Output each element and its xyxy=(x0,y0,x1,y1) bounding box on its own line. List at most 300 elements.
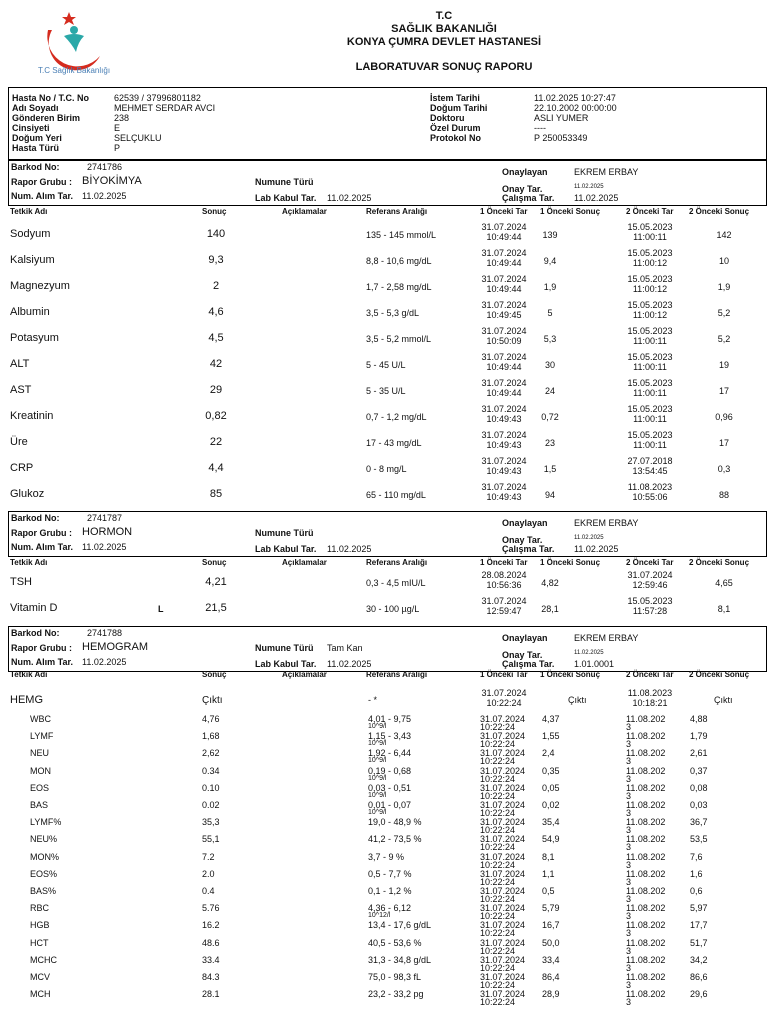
reference-unit: 10^9/l xyxy=(368,740,387,748)
prev1-date-time: 10:22:24 xyxy=(480,859,516,869)
prev2-date-day: 31.07.2024 xyxy=(627,570,673,580)
prev1-date-day: 31.07.2024 xyxy=(481,456,527,466)
lab-accept-value: 11.02.2025 xyxy=(327,193,372,203)
prev1-date-day: 31.07.2024 xyxy=(481,688,527,698)
prev1-date-day: 31.07.2024 xyxy=(480,903,526,914)
prev1-date-day: 31.07.2024 xyxy=(481,300,527,310)
reference-range-value: 0,1 - 1,2 % xyxy=(368,886,412,896)
prev2-date xyxy=(620,688,680,708)
reference-range: 1,7 - 2,58 mg/dL xyxy=(366,282,432,292)
reference-range xyxy=(368,886,412,903)
test-name: EOS xyxy=(30,782,50,793)
barkod-label: Barkod No: xyxy=(11,162,60,172)
reference-range xyxy=(368,869,412,886)
prev1-date-time: 10:22:24 xyxy=(480,756,516,766)
prev2-date-time: 11:00:11 xyxy=(633,232,667,242)
prev2-date-day: 15.05.2023 xyxy=(627,404,673,414)
prev2-date-line2: 3 xyxy=(626,962,632,972)
prev2-date-line1: 11.08.202 xyxy=(626,834,666,845)
column-header-prev1-date: 1 Önceki Tar xyxy=(480,670,528,679)
reference-range: - * xyxy=(368,695,377,705)
prev2-date-line2: 3 xyxy=(626,859,632,869)
approval-date-label: Onay Tar. xyxy=(502,650,543,660)
prev1-date-day: 31.07.2024 xyxy=(481,482,527,492)
prev2-date-time: 11:00:12 xyxy=(632,310,668,320)
test-result: 4,21 xyxy=(205,576,227,588)
prev1-date xyxy=(474,378,534,398)
prev2-result: 1,79 xyxy=(690,731,708,742)
prev2-result: 51,7 xyxy=(690,937,708,948)
prev2-date xyxy=(620,222,680,242)
prev2-date xyxy=(620,404,680,424)
prev1-result: 50,0 xyxy=(542,937,560,948)
prev2-date xyxy=(626,783,665,800)
reference-range: 65 - 110 mg/dL xyxy=(366,490,426,500)
prev2-result: 34,2 xyxy=(690,954,708,965)
prev2-date-line2: 3 xyxy=(626,825,632,835)
test-name: HGB xyxy=(30,920,50,931)
test-name: EOS% xyxy=(30,868,58,879)
reference-range xyxy=(368,748,411,765)
reference-range xyxy=(368,972,421,989)
prev1-date xyxy=(480,766,525,783)
prev1-date-day: 31.07.2024 xyxy=(480,714,526,724)
prev2-result: 0,03 xyxy=(690,800,708,810)
prev1-date-day: 31.07.2024 xyxy=(480,920,526,931)
reference-range-value: 19,0 - 48,9 % xyxy=(368,817,422,828)
test-name: RBC xyxy=(30,903,50,914)
test-result: 0.02 xyxy=(202,800,220,810)
lab-accept-value: 11.02.2025 xyxy=(327,544,372,554)
column-header-result: Sonuç xyxy=(202,670,227,679)
prev2-result: 7,6 xyxy=(690,851,703,862)
patient-field-label: Özel Durum xyxy=(430,123,481,133)
prev2-date xyxy=(620,326,680,346)
prev2-date-line2: 3 xyxy=(626,997,632,1007)
column-header-prev2-date: 2 Önceki Tar xyxy=(626,558,674,567)
reference-range-value: 0,03 - 0,51 xyxy=(368,782,412,793)
prev1-date xyxy=(474,456,534,476)
prev1-date-day: 31.07.2024 xyxy=(481,248,527,258)
prev1-date-time: 10:22:24 xyxy=(486,698,522,708)
test-name: CRP xyxy=(10,462,34,474)
patient-field-value: ASLI YUMER xyxy=(534,113,589,123)
test-result: 0.34 xyxy=(202,765,220,776)
sample-type-label: Numune Türü xyxy=(255,643,314,653)
prev1-date-day: 28.08.2024 xyxy=(481,570,527,580)
prev2-date-line1: 11.08.202 xyxy=(626,989,666,1000)
reference-unit: 10^9/l xyxy=(368,723,387,730)
reference-range-value: 0,01 - 0,07 xyxy=(368,800,412,810)
prev1-result: 0,05 xyxy=(542,782,560,793)
prev2-date-time: 10:55:06 xyxy=(632,492,668,502)
prev1-result: 24 xyxy=(544,386,555,396)
reference-unit: 10^9/l xyxy=(368,791,387,799)
prev1-date-time: 10:22:24 xyxy=(480,911,516,921)
prev2-date-day: 27.07.2018 xyxy=(627,456,673,466)
prev2-date-time: 11:00:12 xyxy=(632,258,668,268)
test-name: BAS xyxy=(30,800,49,810)
prev2-date-line1: 11.08.202 xyxy=(626,731,666,742)
reference-range xyxy=(368,714,411,731)
test-result: 0,82 xyxy=(205,410,227,422)
reference-range: 0,3 - 4,5 mIU/L xyxy=(366,578,426,588)
reference-range-value: 3,7 - 9 % xyxy=(368,851,405,862)
prev1-date-time: 10:22:24 xyxy=(480,997,516,1007)
prev2-date xyxy=(626,955,665,972)
prev1-result: 4,37 xyxy=(542,714,560,724)
work-date-label: Çalışma Tar. xyxy=(502,193,555,203)
reference-range: 3,5 - 5,3 g/dL xyxy=(366,308,420,318)
test-name: LYMF xyxy=(30,731,54,742)
prev1-date xyxy=(480,748,525,765)
column-header-prev2-date: 2 Önceki Tar xyxy=(626,670,674,679)
prev1-result: 5,3 xyxy=(543,334,557,344)
reference-range-value: 41,2 - 73,5 % xyxy=(368,834,422,845)
header-line2: SAĞLIK BAKANLIĞI xyxy=(391,23,497,35)
prev1-date xyxy=(474,222,534,242)
reference-range xyxy=(368,817,422,834)
prev2-date-day: 15.05.2023 xyxy=(627,430,673,440)
test-name: WBC xyxy=(30,714,51,724)
prev1-result: 30 xyxy=(544,360,555,370)
prev2-date-time: 11:00:11 xyxy=(633,414,667,424)
prev1-result: 5 xyxy=(547,308,553,318)
prev1-date-time: 10:22:24 xyxy=(480,945,516,955)
prev2-result: 0,37 xyxy=(690,765,708,776)
test-name: Kalsiyum xyxy=(10,254,55,266)
prev2-date-day: 15.05.2023 xyxy=(627,274,673,284)
prev2-result: 53,5 xyxy=(690,834,708,845)
report-group-value: HEMOGRAM xyxy=(82,641,148,653)
prev2-date-line1: 11.08.202 xyxy=(626,800,666,810)
test-result: 0.10 xyxy=(202,782,220,793)
reference-range: 5 - 35 U/L xyxy=(366,386,406,396)
approval-date-value: 11.02.2025 xyxy=(574,535,604,541)
prev2-date-line1: 11.08.202 xyxy=(626,748,666,759)
patient-field-value: 22.10.2002 00:00:00 xyxy=(534,103,617,113)
prev2-date-line1: 11.08.202 xyxy=(626,765,666,776)
reference-range xyxy=(368,989,424,1006)
test-name: NEU% xyxy=(30,834,58,845)
lab-accept-label: Lab Kabul Tar. xyxy=(255,544,317,554)
prev2-date xyxy=(626,869,665,886)
prev2-date-line2: 3 xyxy=(626,911,632,921)
prev2-date-line2: 3 xyxy=(626,894,632,903)
reference-unit: 10^9/l xyxy=(368,809,387,816)
prev1-result: 23 xyxy=(544,438,555,448)
sample-date-label: Num. Alım Tar. xyxy=(11,191,74,201)
prev2-date-line2: 3 xyxy=(626,756,632,766)
prev2-date-line1: 11.08.202 xyxy=(626,954,666,965)
prev1-date xyxy=(480,903,525,920)
prev2-date-line2: 3 xyxy=(626,842,632,852)
patient-field-label: Adı Soyadı xyxy=(12,103,59,113)
prev1-date-time: 10:22:24 xyxy=(480,894,516,903)
test-name: BAS% xyxy=(30,886,57,896)
prev1-date-day: 31.07.2024 xyxy=(480,765,526,776)
prev1-date-day: 31.07.2024 xyxy=(480,800,526,810)
test-name: MCHC xyxy=(30,954,57,965)
reference-range: 8,8 - 10,6 mg/dL xyxy=(366,256,432,266)
prev1-date-time: 10:49:43 xyxy=(486,492,522,502)
barkod-value: 2741788 xyxy=(87,628,123,638)
test-name: Albumin xyxy=(10,306,50,318)
test-name: NEU xyxy=(30,748,50,759)
prev2-date xyxy=(626,989,665,1006)
patient-field-label: Cinsiyeti xyxy=(12,123,50,133)
work-date-value: 11.02.2025 xyxy=(574,544,619,554)
prev1-date-day: 31.07.2024 xyxy=(481,274,527,284)
prev1-result: 0,5 xyxy=(542,886,555,896)
prev2-date-line1: 11.08.202 xyxy=(626,851,666,862)
prev2-result: 8,1 xyxy=(717,604,731,614)
column-header-prev2-date: 2 Önceki Tar xyxy=(626,207,674,216)
reference-unit: 10^9/l xyxy=(368,774,387,782)
reference-range: 0,7 - 1,2 mg/dL xyxy=(366,412,427,422)
test-result: 1,68 xyxy=(202,731,220,742)
test-result: 9,3 xyxy=(208,254,224,266)
test-result: 2 xyxy=(212,280,220,292)
reference-range-value: 1,92 - 6,44 xyxy=(368,748,412,759)
prev2-result: 4,65 xyxy=(715,578,733,588)
prev1-date xyxy=(480,817,525,834)
test-name: Magnezyum xyxy=(10,280,70,292)
prev2-date-time: 10:18:21 xyxy=(632,698,668,708)
prev1-date-time: 10:49:43 xyxy=(486,414,522,424)
prev2-result: 4,88 xyxy=(690,714,708,724)
prev2-date xyxy=(626,920,665,937)
prev2-date-line2: 3 xyxy=(626,876,632,886)
column-header-prev1-result: 1 Önceki Sonuç xyxy=(540,207,601,216)
prev1-date-time: 10:49:44 xyxy=(486,284,522,294)
prev2-date xyxy=(620,482,680,502)
prev1-date xyxy=(474,248,534,268)
reference-range-value: 1,15 - 3,43 xyxy=(368,731,412,742)
reference-range-value: 0,5 - 7,7 % xyxy=(368,868,412,879)
prev1-result: 8,1 xyxy=(542,851,555,862)
prev2-date-line2: 3 xyxy=(626,928,632,938)
test-result: 4,6 xyxy=(208,306,224,318)
test-result: 85 xyxy=(209,488,223,500)
lab-accept-label: Lab Kabul Tar. xyxy=(255,659,317,669)
reference-range-value: 23,2 - 33,2 pg xyxy=(368,989,424,1000)
prev1-date-day: 31.07.2024 xyxy=(480,954,526,965)
prev1-date-day: 31.07.2024 xyxy=(481,430,527,440)
approval-date-label: Onay Tar. xyxy=(502,535,543,545)
prev2-result: 17 xyxy=(718,386,729,396)
test-result: 28.1 xyxy=(202,989,220,1000)
test-result: 55,1 xyxy=(202,834,220,845)
sample-date-value: 11.02.2025 xyxy=(82,191,127,201)
test-name: Vitamin D xyxy=(10,602,58,614)
prev2-date xyxy=(620,430,680,450)
prev2-result: 17,7 xyxy=(690,920,708,931)
prev2-date-day: 11.08.2023 xyxy=(627,688,673,698)
test-name: MON% xyxy=(30,851,59,862)
prev1-date-time: 10:22:24 xyxy=(480,962,516,972)
prev2-date xyxy=(626,938,665,955)
prev1-result: 16,7 xyxy=(542,920,560,931)
prev2-date xyxy=(620,352,680,372)
prev2-date xyxy=(626,886,665,903)
test-name: Glukoz xyxy=(10,488,45,500)
patient-field-value: 62539 / 37996801182 xyxy=(114,93,201,103)
test-result: 2,62 xyxy=(202,748,220,759)
prev2-result: 0,6 xyxy=(690,886,703,896)
report-group-label: Rapor Grubu : xyxy=(11,528,72,538)
prev1-date-time: 10:22:24 xyxy=(480,739,516,749)
prev2-date-line2: 3 xyxy=(626,739,632,749)
prev2-date-line1: 11.08.202 xyxy=(626,817,666,828)
approver-value: EKREM ERBAY xyxy=(574,518,639,528)
reference-range-value: 4,01 - 9,75 xyxy=(368,714,412,724)
prev2-date xyxy=(626,748,665,765)
prev1-date xyxy=(474,352,534,372)
prev1-date-time: 10:22:24 xyxy=(480,808,516,817)
prev1-result: 1,5 xyxy=(543,464,557,474)
patient-field-label: Protokol No xyxy=(430,133,481,143)
prev1-result: 2,4 xyxy=(542,748,555,759)
column-header-ref: Referans Aralığı xyxy=(366,558,428,567)
prev2-date-line1: 11.08.202 xyxy=(626,714,666,724)
prev1-date xyxy=(480,955,525,972)
prev2-date xyxy=(620,570,680,590)
prev2-date xyxy=(620,596,680,616)
patient-field-value: ---- xyxy=(534,123,546,133)
prev2-date-day: 11.08.2023 xyxy=(627,482,673,492)
prev2-result: 5,2 xyxy=(717,334,731,344)
prev1-date xyxy=(480,938,525,955)
prev1-date xyxy=(474,300,534,320)
prev2-date-time: 11:00:11 xyxy=(633,336,667,346)
patient-field-value: 11.02.2025 10:27:47 xyxy=(534,93,616,103)
patient-field-value: 238 xyxy=(114,113,130,123)
reference-range xyxy=(368,903,411,920)
column-header-test: Tetkik Adı xyxy=(10,207,48,216)
prev1-date-time: 10:22:24 xyxy=(480,825,516,835)
prev2-date xyxy=(620,300,680,320)
column-header-ref: Referans Aralığı xyxy=(366,670,428,679)
prev1-date-time: 10:22:24 xyxy=(480,928,516,938)
prev2-date xyxy=(620,456,680,476)
prev2-result: 10 xyxy=(718,256,729,266)
prev1-date xyxy=(474,274,534,294)
low-flag: L xyxy=(158,604,164,614)
column-header-test: Tetkik Adı xyxy=(10,558,48,567)
test-result: 84.3 xyxy=(202,972,220,982)
report-group-label: Rapor Grubu : xyxy=(11,643,72,653)
prev2-date-day: 15.05.2023 xyxy=(627,222,673,232)
report-group-value: BİYOKİMYA xyxy=(82,175,142,187)
prev1-result: 0,35 xyxy=(542,765,560,776)
approver-label: Onaylayan xyxy=(502,633,548,643)
patient-field-label: Doğum Yeri xyxy=(12,133,62,143)
prev2-result: 0,08 xyxy=(690,782,708,793)
test-result: 42 xyxy=(209,358,223,370)
test-name: LYMF% xyxy=(30,817,62,828)
prev2-date-day: 15.05.2023 xyxy=(627,326,673,336)
prev2-date xyxy=(626,834,665,851)
reference-range-value: 13,4 - 17,6 g/dL xyxy=(368,920,432,931)
prev1-result: 28,9 xyxy=(542,989,560,1000)
prev2-result: 5,97 xyxy=(690,903,708,914)
prev2-date xyxy=(620,378,680,398)
prev2-date-line1: 11.08.202 xyxy=(626,920,666,931)
prev1-date-day: 31.07.2024 xyxy=(481,352,527,362)
prev1-date-time: 10:56:36 xyxy=(486,580,522,590)
patient-field-value: P 250053349 xyxy=(534,133,588,143)
prev1-date-time: 10:50:09 xyxy=(486,336,522,346)
column-header-prev2-result: 2 Önceki Sonuç xyxy=(689,558,750,567)
prev2-result: 0,96 xyxy=(715,412,733,422)
patient-field-label: İstem Tarihi xyxy=(430,93,480,103)
prev1-date-time: 10:22:24 xyxy=(480,842,516,852)
prev1-result: 0,72 xyxy=(541,412,559,422)
prev1-date xyxy=(474,326,534,346)
prev2-result: 0,3 xyxy=(717,464,731,474)
prev1-date-day: 31.07.2024 xyxy=(480,868,526,879)
patient-field-value: E xyxy=(114,123,121,133)
prev1-result: 1,9 xyxy=(543,282,557,292)
prev2-result: 5,2 xyxy=(717,308,731,318)
test-result: 29 xyxy=(209,384,223,396)
reference-range xyxy=(368,920,431,937)
prev1-date xyxy=(480,834,525,851)
reference-range-value: 40,5 - 53,6 % xyxy=(368,937,422,948)
reference-range-value: 75,0 - 98,3 fL xyxy=(368,972,422,982)
reference-range xyxy=(368,852,404,869)
reference-range: 3,5 - 5,2 mmol/L xyxy=(366,334,432,344)
prev1-date-time: 10:49:44 xyxy=(486,388,522,398)
patient-field-label: Doğum Tarihi xyxy=(430,103,488,113)
prev1-date xyxy=(480,800,525,817)
prev1-date xyxy=(480,920,525,937)
column-header-prev2-result: 2 Önceki Sonuç xyxy=(689,207,750,216)
prev2-result: 86,6 xyxy=(690,972,708,982)
prev1-result: 139 xyxy=(542,230,558,240)
prev1-date-time: 10:49:44 xyxy=(486,232,522,242)
reference-unit: 10^12/l xyxy=(368,912,391,920)
prev1-result: 33,4 xyxy=(542,954,560,965)
prev1-date-time: 10:49:45 xyxy=(486,310,522,320)
prev1-date-time: 10:22:24 xyxy=(480,790,516,800)
approver-label: Onaylayan xyxy=(502,518,548,528)
prev1-date xyxy=(480,852,525,869)
sample-date-value: 11.02.2025 xyxy=(82,542,127,552)
prev2-date xyxy=(626,800,665,817)
prev1-result: 9,4 xyxy=(543,256,557,266)
prev2-date-line1: 11.08.202 xyxy=(626,782,666,793)
prev2-date-time: 11:00:11 xyxy=(633,388,667,398)
header-line1: T.C xyxy=(435,10,453,22)
approver-value: EKREM ERBAY xyxy=(574,633,639,643)
prev2-result: 29,6 xyxy=(690,989,708,1000)
prev1-date-day: 31.07.2024 xyxy=(480,817,526,828)
prev2-date-day: 15.05.2023 xyxy=(627,352,673,362)
patient-field-value: SELÇUKLU xyxy=(114,133,162,143)
prev2-date-day: 15.05.2023 xyxy=(627,248,673,258)
column-header-test: Tetkik Adı xyxy=(10,670,48,679)
prev2-date-line2: 3 xyxy=(626,722,632,731)
work-date-label: Çalışma Tar. xyxy=(502,659,555,669)
test-result: Çıktı xyxy=(202,695,223,706)
test-name: TSH xyxy=(10,576,32,588)
barkod-value: 2741786 xyxy=(87,162,123,172)
logo-caption: T.C Sağlık Bakanlığı xyxy=(38,66,111,75)
work-date-value: 1.01.0001 xyxy=(574,659,615,669)
column-header-prev1-date: 1 Önceki Tar xyxy=(480,207,528,216)
